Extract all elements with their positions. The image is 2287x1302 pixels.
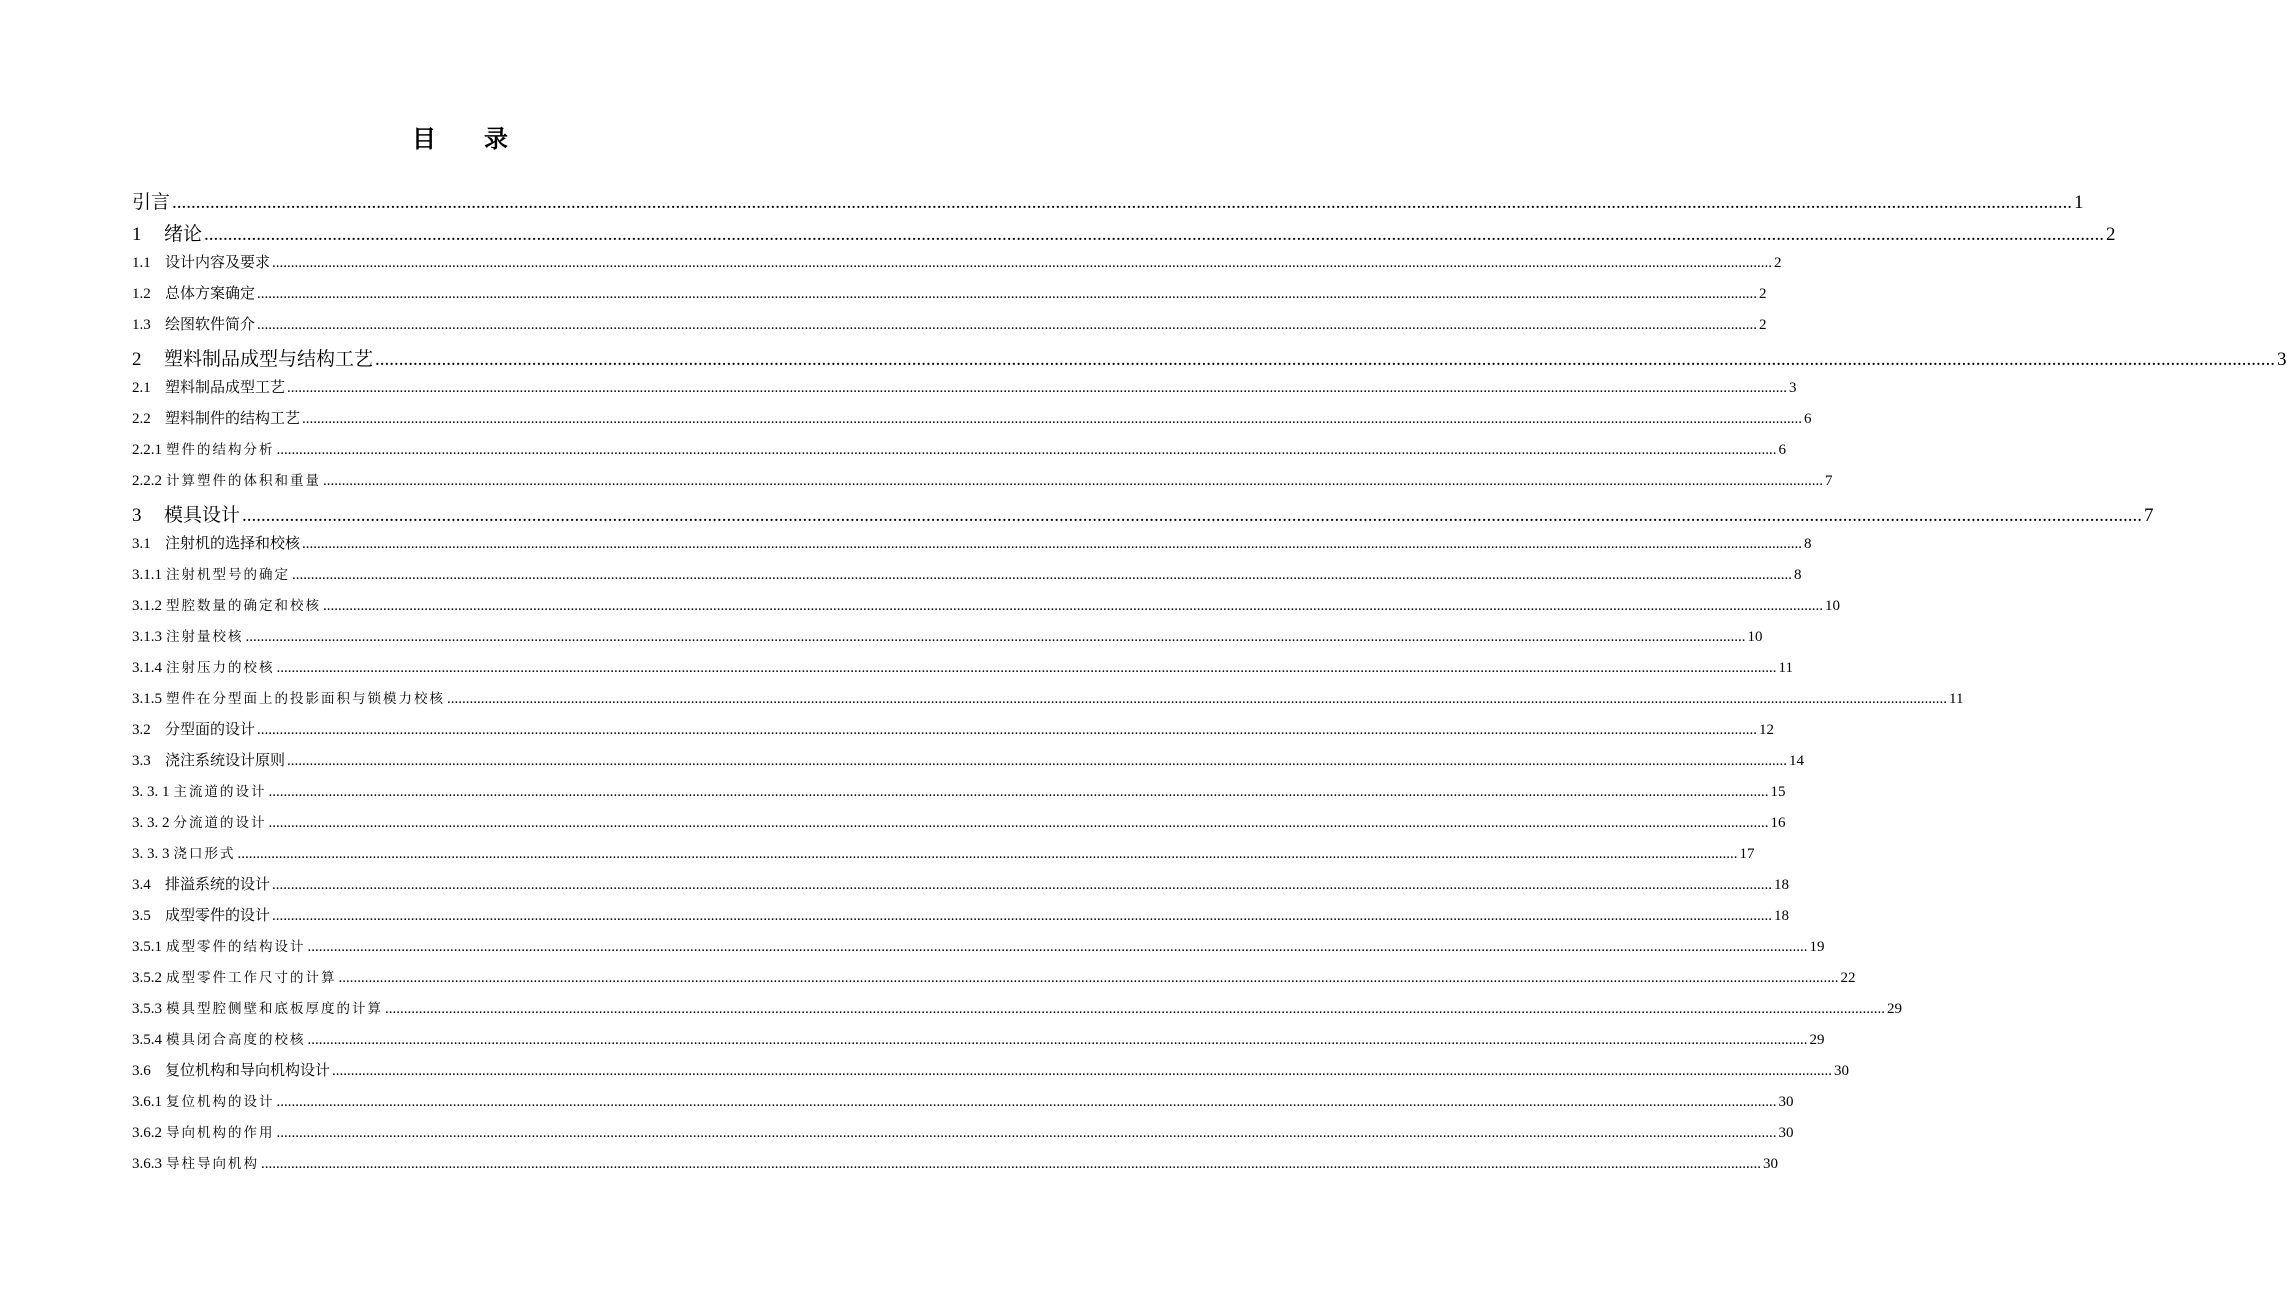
toc-entry-page-number: 3 [1789, 380, 1797, 396]
dot-leader: ................................................................................................................................................................................................................................................................................................................................................................................................................ [272, 877, 1773, 893]
toc-entry-title: 成型零件工作尺寸的计算 [166, 970, 337, 986]
toc-entry-number: 2.2.1 [132, 442, 162, 458]
toc-entry-title: 计算塑件的体积和重量 [166, 473, 321, 489]
toc-entry-title: 复位机构的设计 [166, 1094, 275, 1110]
dot-leader: ................................................................................................................................................................................................................................................................................................................................................................................................................ [272, 255, 1773, 271]
dot-leader: ................................................................................................................................................................................................................................................................................................................................................................................................................ [237, 846, 1738, 862]
toc-entry-number: 3.1.5 [132, 691, 162, 707]
toc-entry-page-number: 2 [2106, 224, 2116, 245]
toc-entry-number: 3.6 [132, 1063, 151, 1079]
toc-entry-page-number: 11 [1949, 691, 1964, 707]
toc-entry-title: 塑料制件的结构工艺 [165, 409, 301, 427]
toc-entry-number: 1.3 [132, 317, 151, 333]
dot-leader: ................................................................................................................................................................................................................................................................................................................................................................................................................ [276, 660, 1777, 676]
toc-entry-title: 模具设计 [164, 504, 241, 526]
toc-entry-page-number: 30 [1778, 1125, 1794, 1141]
toc-entry-number: 3.5.4 [132, 1032, 162, 1048]
toc-entry[interactable] [132, 376, 1797, 407]
toc-entry-number: 3. 3. 3 [132, 846, 170, 862]
toc-entry-page-number: 19 [1809, 939, 1825, 955]
toc-entry-number: 3.3 [132, 753, 151, 769]
dot-leader: ................................................................................................................................................................................................................................................................................................................................................................................................................ [276, 1125, 1777, 1141]
toc-entry-title: 浇口形式 [173, 846, 236, 862]
toc-entry-page-number: 14 [1789, 753, 1805, 769]
toc-entry[interactable] [132, 187, 2084, 219]
toc-entry-number: 3.5.2 [132, 970, 162, 986]
toc-entry-number: 1.1 [132, 255, 151, 271]
toc-entry-title: 塑料制品成型与结构工艺 [164, 348, 374, 370]
toc-entry-title: 型腔数量的确定和校核 [166, 598, 321, 614]
toc-entry-page-number: 7 [1825, 473, 1833, 489]
toc-entry-title: 设计内容及要求 [165, 253, 271, 271]
dot-leader: ................................................................................................................................................................................................................................................................................................................................................................................................................ [245, 629, 1746, 645]
toc-entry-number: 3.6.2 [132, 1125, 162, 1141]
dot-leader: ................................................................................................................................................................................................................................................................................................................................................................................................................ [307, 1032, 1808, 1048]
toc-entry[interactable] [132, 904, 1790, 935]
toc-entry-number: 2.2.2 [132, 473, 162, 489]
toc-entry-number: 2 [132, 349, 142, 370]
toc-entry-number: 3.2 [132, 722, 151, 738]
toc-entry-page-number: 29 [1887, 1001, 1902, 1017]
dot-leader: ................................................................................................................................................................................................................................................................................................................................................................................................................ [268, 815, 1769, 831]
dot-leader: ................................................................................................................................................................................................................................................................................................................................................................................................................ [272, 908, 1773, 924]
toc-entry[interactable] [132, 1028, 1825, 1059]
toc-entry-title: 注射机型号的确定 [166, 567, 290, 583]
toc-entry[interactable] [132, 407, 1812, 438]
toc-entry[interactable] [132, 935, 1825, 966]
toc-entry[interactable] [132, 842, 1755, 873]
toc-entry[interactable] [132, 251, 1782, 282]
page-title: 目 录 [412, 125, 508, 153]
dot-leader: ................................................................................................................................................................................................................................................................................................................................................................................................................ [287, 753, 1788, 769]
toc-entry[interactable] [132, 625, 1763, 656]
dot-leader: ................................................................................................................................................................................................................................................................................................................................................................................................................ [375, 349, 2276, 370]
toc-entry-page-number: 15 [1770, 784, 1786, 800]
toc-entry-number: 3.1.1 [132, 567, 162, 583]
toc-entry[interactable] [132, 1090, 1794, 1121]
dot-leader: ................................................................................................................................................................................................................................................................................................................................................................................................................ [172, 192, 2073, 213]
toc-entry-number: 3 [132, 505, 142, 526]
dot-leader: ................................................................................................................................................................................................................................................................................................................................................................................................................ [257, 317, 1758, 333]
toc-entry-page-number: 30 [1763, 1156, 1778, 1172]
toc-entry-number: 3.1.2 [132, 598, 162, 614]
toc-entry-title: 导柱导向机构 [166, 1156, 259, 1172]
toc-entry-page-number: 10 [1747, 629, 1763, 645]
toc-entry-page-number: 1 [2074, 192, 2084, 213]
toc-entry-number: 3.1.3 [132, 629, 162, 645]
toc-entry-page-number: 17 [1739, 846, 1755, 862]
toc-entry-title: 成型零件的设计 [165, 906, 271, 924]
toc-entry[interactable] [132, 1152, 1778, 1183]
toc-entry-title: 导向机构的作用 [166, 1125, 275, 1141]
toc-entry-page-number: 30 [1834, 1063, 1850, 1079]
toc-entry[interactable] [132, 313, 1767, 344]
toc-entry[interactable] [132, 1121, 1794, 1152]
toc-entry[interactable] [132, 718, 1775, 749]
toc-entry-title: 成型零件的结构设计 [166, 939, 306, 955]
toc-entry-number: 2.1 [132, 380, 151, 396]
dot-leader: ................................................................................................................................................................................................................................................................................................................................................................................................................ [385, 1001, 1885, 1017]
toc-entry-title: 绘图软件简介 [165, 315, 256, 333]
dot-leader: ................................................................................................................................................................................................................................................................................................................................................................................................................ [204, 224, 2105, 245]
toc-entry-title: 引言 [132, 191, 171, 213]
toc-entry[interactable] [132, 282, 1767, 313]
toc-entry-title: 浇注系统设计原则 [165, 751, 286, 769]
dot-leader: ................................................................................................................................................................................................................................................................................................................................................................................................................ [257, 286, 1758, 302]
toc-entry-page-number: 8 [1804, 536, 1812, 552]
dot-leader: ................................................................................................................................................................................................................................................................................................................................................................................................................ [276, 442, 1777, 458]
toc-entry-title: 总体方案确定 [165, 284, 256, 302]
toc-entry[interactable] [132, 469, 1833, 500]
dot-leader: ................................................................................................................................................................................................................................................................................................................................................................................................................ [257, 722, 1758, 738]
dot-leader: ................................................................................................................................................................................................................................................................................................................................................................................................................ [447, 691, 1947, 707]
toc-entry-page-number: 6 [1778, 442, 1786, 458]
dot-leader: ................................................................................................................................................................................................................................................................................................................................................................................................................ [323, 473, 1823, 489]
toc-entry-title: 塑件在分型面上的投影面积与锁模力校核 [166, 691, 445, 707]
toc-entry-title: 塑件的结构分析 [166, 442, 275, 458]
toc-entry-number: 3.6.3 [132, 1156, 162, 1172]
toc-entry-number: 1.2 [132, 286, 151, 302]
toc-entry[interactable] [132, 532, 1812, 563]
toc-entry-title: 排溢系统的设计 [165, 875, 271, 893]
toc-entry[interactable] [132, 344, 2287, 376]
toc-entry-page-number: 11 [1778, 660, 1793, 676]
dot-leader: ................................................................................................................................................................................................................................................................................................................................................................................................................ [292, 567, 1792, 583]
dot-leader: ................................................................................................................................................................................................................................................................................................................................................................................................................ [332, 1063, 1833, 1079]
toc-entry-page-number: 18 [1774, 908, 1790, 924]
toc-entry-title: 注射压力的校核 [166, 660, 275, 676]
toc-entry-page-number: 18 [1774, 877, 1790, 893]
toc-entry[interactable] [132, 438, 1786, 469]
toc-entry-page-number: 2 [1774, 255, 1782, 271]
toc-entry-page-number: 6 [1804, 411, 1812, 427]
toc-entry-number: 3.1.4 [132, 660, 162, 676]
toc-entry-title: 分型面的设计 [165, 720, 256, 738]
toc-entry[interactable] [132, 687, 1964, 718]
toc-entry-title: 注射量校核 [166, 629, 244, 645]
toc-entry[interactable] [132, 997, 1902, 1028]
toc-entry-number: 3.5 [132, 908, 151, 924]
toc-entry-title: 注射机的选择和校核 [165, 534, 301, 552]
toc-entry-number: 3.6.1 [132, 1094, 162, 1110]
toc-entry[interactable] [132, 780, 1786, 811]
toc-entry-page-number: 7 [2144, 505, 2154, 526]
toc-entry[interactable] [132, 749, 1805, 780]
toc-entry-title: 塑料制品成型工艺 [165, 378, 286, 396]
toc-entry-number: 3.4 [132, 877, 151, 893]
toc-entry[interactable] [132, 219, 2116, 251]
toc-entry-number: 3.5.3 [132, 1001, 162, 1017]
toc-entry[interactable] [132, 594, 1840, 625]
toc-entry-number: 1 [132, 224, 142, 245]
dot-leader: ................................................................................................................................................................................................................................................................................................................................................................................................................ [302, 536, 1803, 552]
toc-entry-page-number: 3 [2277, 349, 2287, 370]
toc-entry-title: 复位机构和导向机构设计 [165, 1061, 331, 1079]
dot-leader: ................................................................................................................................................................................................................................................................................................................................................................................................................ [338, 970, 1839, 986]
toc-entry-number: 2.2 [132, 411, 151, 427]
toc-entry[interactable] [132, 500, 2154, 532]
toc-entry-page-number: 30 [1778, 1094, 1794, 1110]
toc-entry-title: 模具闭合高度的校核 [166, 1032, 306, 1048]
dot-leader: ................................................................................................................................................................................................................................................................................................................................................................................................................ [307, 939, 1808, 955]
toc-entry-number: 3. 3. 2 [132, 815, 170, 831]
dot-leader: ................................................................................................................................................................................................................................................................................................................................................................................................................ [261, 1156, 1761, 1172]
toc-entry-number: 3.1 [132, 536, 151, 552]
toc-entry[interactable] [132, 811, 1786, 842]
dot-leader: ................................................................................................................................................................................................................................................................................................................................................................................................................ [302, 411, 1803, 427]
dot-leader: ................................................................................................................................................................................................................................................................................................................................................................................................................ [242, 505, 2143, 526]
toc-entry-number: 3.5.1 [132, 939, 162, 955]
toc-entry[interactable] [132, 656, 1793, 687]
toc-entry-title: 模具型腔侧壁和底板厚度的计算 [166, 1001, 383, 1017]
toc-entry-page-number: 22 [1840, 970, 1856, 986]
dot-leader: ................................................................................................................................................................................................................................................................................................................................................................................................................ [287, 380, 1788, 396]
dot-leader: ................................................................................................................................................................................................................................................................................................................................................................................................................ [268, 784, 1769, 800]
toc-entry[interactable] [132, 873, 1790, 904]
toc-entry-page-number: 29 [1809, 1032, 1825, 1048]
toc-entry[interactable] [132, 563, 1802, 594]
toc-entry[interactable] [132, 966, 1856, 997]
toc-entry-title: 主流道的设计 [173, 784, 267, 800]
toc-entry-title: 绪论 [164, 223, 203, 245]
toc-entry-page-number: 12 [1759, 722, 1775, 738]
toc-entry-page-number: 2 [1759, 286, 1767, 302]
dot-leader: ................................................................................................................................................................................................................................................................................................................................................................................................................ [323, 598, 1823, 614]
table-of-contents [132, 187, 2287, 1183]
toc-entry-title: 分流道的设计 [173, 815, 267, 831]
toc-entry-page-number: 8 [1794, 567, 1802, 583]
toc-entry-page-number: 16 [1770, 815, 1786, 831]
dot-leader: ................................................................................................................................................................................................................................................................................................................................................................................................................ [276, 1094, 1777, 1110]
toc-entry-page-number: 2 [1759, 317, 1767, 333]
toc-entry-number: 3. 3. 1 [132, 784, 170, 800]
toc-entry-page-number: 10 [1825, 598, 1840, 614]
toc-entry[interactable] [132, 1059, 1850, 1090]
